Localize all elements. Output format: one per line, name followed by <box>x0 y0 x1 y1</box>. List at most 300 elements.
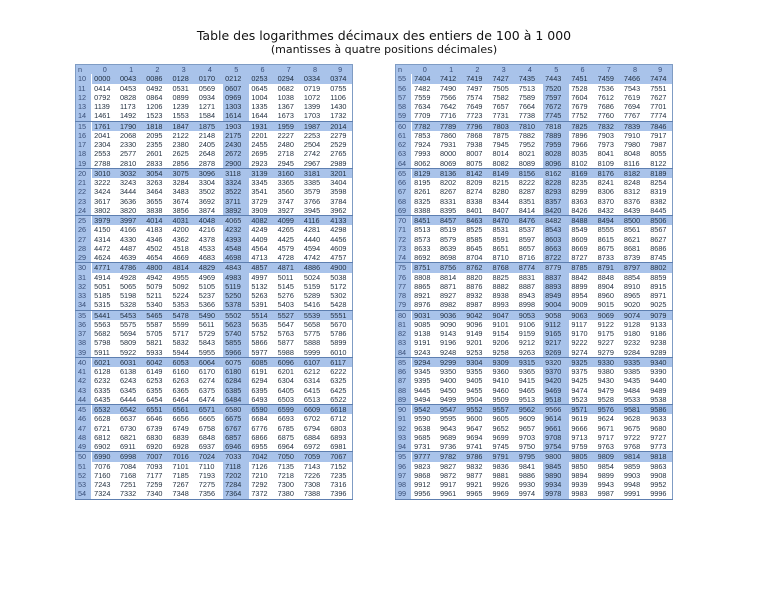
mantissa-cell: 1790 <box>118 121 144 131</box>
mantissa-cell: 7226 <box>303 470 321 480</box>
mantissa-cell: 8122 <box>648 159 672 169</box>
table-row <box>76 462 353 471</box>
table-row <box>396 386 673 395</box>
mantissa-cell: 9248 <box>438 348 464 358</box>
mantissa-cell: 9370 <box>543 367 569 376</box>
header-digit-8: 8 <box>302 65 328 75</box>
row-n-cell: 70 <box>396 216 412 226</box>
mantissa-cell: 4983 <box>223 273 249 282</box>
mantissa-cell: 5065 <box>119 281 137 291</box>
mantissa-cell: 7118 <box>223 462 249 471</box>
mantissa-cell: 7466 <box>622 74 648 83</box>
mantissa-cell: 4378 <box>198 234 216 244</box>
mantissa-cell: 5899 <box>330 338 347 348</box>
row-n-cell: 11 <box>76 84 92 93</box>
table-row <box>396 357 673 367</box>
mantissa-cell: 0128 <box>171 74 197 83</box>
mantissa-cell: 7709 <box>412 111 438 121</box>
mantissa-cell: 7701 <box>650 102 667 112</box>
mantissa-cell: 9159 <box>518 329 536 339</box>
mantissa-cell: 8704 <box>464 253 490 263</box>
table-row <box>76 197 353 206</box>
mantissa-cell: 1644 <box>249 111 275 121</box>
mantissa-cell: 3927 <box>276 206 302 216</box>
row-n-cell: 56 <box>396 84 412 93</box>
mantissa-cell: 5391 <box>249 300 275 310</box>
mantissa-cell: 1614 <box>223 111 249 121</box>
row-n-cell: 13 <box>76 102 92 111</box>
mantissa-cell: 5340 <box>144 300 170 310</box>
mantissa-cell: 2923 <box>249 159 275 169</box>
mantissa-cell: 9581 <box>622 405 648 415</box>
header-digit-7: 7 <box>276 65 302 75</box>
mantissa-cell: 5172 <box>330 281 347 291</box>
mantissa-cell: 5490 <box>197 310 223 320</box>
mantissa-cell: 9063 <box>569 310 595 320</box>
row-n-cell: 47 <box>76 424 92 433</box>
mantissa-cell: 4594 <box>303 243 321 253</box>
row-n-cell: 49 <box>76 442 92 452</box>
mantissa-cell: 7152 <box>330 461 347 471</box>
table-row <box>396 414 673 423</box>
mantissa-cell: 8287 <box>518 187 536 197</box>
mantissa-cell: 8325 <box>414 196 431 206</box>
header-digit-0: 0 <box>412 65 438 75</box>
mantissa-cell: 7396 <box>328 489 352 499</box>
mantissa-cell: 1732 <box>328 111 352 121</box>
mantissa-cell: 4393 <box>223 235 249 244</box>
mantissa-cell: 8651 <box>492 243 509 253</box>
mantissa-cell: 3096 <box>197 168 223 178</box>
mantissa-cell: 6138 <box>119 367 137 377</box>
mantissa-cell: 5366 <box>197 300 223 310</box>
mantissa-cell: 6385 <box>223 386 249 395</box>
mantissa-cell: 7980 <box>623 140 641 150</box>
mantissa-cell: 8531 <box>492 225 509 235</box>
mantissa-cell: 2480 <box>277 140 294 150</box>
mantissa-cell: 8555 <box>597 225 614 235</box>
table-row <box>396 121 673 131</box>
mantissa-cell: 7917 <box>650 130 667 140</box>
mantissa-cell: 5944 <box>171 348 197 358</box>
mantissa-cell: 8007 <box>466 149 483 159</box>
mantissa-cell: 8129 <box>412 168 438 178</box>
mantissa-cell: 7959 <box>543 140 569 149</box>
table-row <box>396 197 673 206</box>
mantissa-cell: 4564 <box>251 243 268 253</box>
mantissa-cell: 8998 <box>517 300 543 310</box>
mantissa-cell: 9638 <box>414 423 431 433</box>
mantissa-cell: 8675 <box>597 243 614 253</box>
header-digit-8: 8 <box>622 65 648 75</box>
row-n-cell: 19 <box>76 159 92 169</box>
mantissa-cell: 7042 <box>249 452 275 462</box>
table-row <box>76 414 353 423</box>
mantissa-cell: 8669 <box>571 243 588 253</box>
row-n-cell: 41 <box>76 367 92 376</box>
mantissa-cell: 4857 <box>249 263 275 273</box>
row-n-cell: 89 <box>396 395 412 405</box>
mantissa-cell: 8621 <box>623 234 641 244</box>
mantissa-cell: 7490 <box>439 83 457 93</box>
mantissa-cell: 9096 <box>466 319 483 329</box>
table-row <box>76 348 353 358</box>
table-row <box>396 367 673 376</box>
table-row <box>76 291 353 300</box>
mantissa-cell: 6464 <box>171 395 197 405</box>
mantissa-cell: 8055 <box>650 149 667 159</box>
mantissa-cell: 4800 <box>144 263 170 273</box>
mantissa-cell: 9562 <box>517 405 543 415</box>
mantissa-cell: 4362 <box>172 234 189 244</box>
mantissa-cell: 6964 <box>276 442 302 452</box>
mantissa-cell: 8603 <box>543 235 569 244</box>
mantissa-cell: 6149 <box>146 367 163 377</box>
mantissa-cell: 8573 <box>414 234 431 244</box>
table-row <box>396 405 673 415</box>
mantissa-cell: 8338 <box>466 196 483 206</box>
mantissa-cell: 9605 <box>492 414 509 424</box>
mantissa-cell: 6365 <box>172 385 189 395</box>
mantissa-cell: 9365 <box>518 367 536 377</box>
mantissa-cell: 2945 <box>276 159 302 169</box>
mantissa-cell: 9201 <box>466 338 483 348</box>
mantissa-cell: 8407 <box>491 206 517 216</box>
table-row <box>76 187 353 196</box>
mantissa-cell: 2648 <box>198 149 216 159</box>
mantissa-cell: 4997 <box>251 272 268 282</box>
mantissa-cell: 6042 <box>144 357 170 367</box>
mantissa-cell: 9903 <box>623 470 641 480</box>
mantissa-cell: 9047 <box>491 310 517 320</box>
mantissa-cell: 9943 <box>597 480 614 490</box>
mantissa-cell: 6776 <box>251 423 268 433</box>
mantissa-cell: 6484 <box>223 395 249 405</box>
mantissa-cell: 9206 <box>492 338 509 348</box>
mantissa-cell: 9609 <box>518 414 536 424</box>
row-n-cell: 98 <box>396 480 412 489</box>
mantissa-cell: 5786 <box>330 329 347 339</box>
mantissa-cell: 9031 <box>412 310 438 320</box>
mantissa-cell: 7218 <box>277 470 294 480</box>
mantissa-cell: 8463 <box>464 216 490 226</box>
mantissa-cell: 8722 <box>543 253 569 263</box>
mantissa-cell: 0492 <box>146 83 163 93</box>
table-row <box>396 291 673 300</box>
mantissa-cell: 9191 <box>414 338 431 348</box>
mantissa-cell: 6325 <box>330 376 347 386</box>
mantissa-cell: 5378 <box>223 300 249 310</box>
mantissa-cell: 9425 <box>571 376 588 386</box>
table-header-row <box>396 65 673 75</box>
mantissa-cell: 7839 <box>622 121 648 131</box>
table-row <box>396 329 673 338</box>
mantissa-cell: 7774 <box>648 111 672 121</box>
mantissa-cell: 2227 <box>277 130 294 140</box>
mantissa-cell: 3692 <box>198 196 216 206</box>
mantissa-cell: 7059 <box>302 452 328 462</box>
mantissa-cell: 4713 <box>249 253 275 263</box>
mantissa-cell: 5999 <box>302 348 328 358</box>
mantissa-cell: 8235 <box>571 178 588 188</box>
mantissa-cell: 9469 <box>543 386 569 395</box>
mantissa-cell: 7987 <box>650 140 667 150</box>
mantissa-cell: 6721 <box>94 423 111 433</box>
mantissa-cell: 3541 <box>251 187 268 197</box>
row-n-cell: 44 <box>76 395 92 405</box>
mantissa-cell: 5185 <box>94 291 111 301</box>
row-n-cell: 64 <box>396 159 412 169</box>
mantissa-cell: 8965 <box>623 291 641 301</box>
mantissa-cell: 6096 <box>276 357 302 367</box>
mantissa-cell: 7723 <box>464 111 490 121</box>
mantissa-cell: 9595 <box>439 414 457 424</box>
mantissa-cell: 8871 <box>439 281 457 291</box>
mantissa-cell: 2577 <box>119 149 137 159</box>
mantissa-cell: 3945 <box>302 206 328 216</box>
mantissa-cell: 5843 <box>198 338 216 348</box>
mantissa-cell: 9112 <box>543 320 569 329</box>
table-row <box>396 216 673 226</box>
table-row <box>76 159 353 169</box>
mantissa-cell: 8791 <box>596 263 622 273</box>
mantissa-cell: 7528 <box>571 83 588 93</box>
mantissa-cell: 8921 <box>414 291 431 301</box>
mantissa-cell: 6665 <box>198 414 216 424</box>
mantissa-cell: 4456 <box>330 234 347 244</box>
mantissa-cell: 5132 <box>251 281 268 291</box>
mantissa-cell: 7348 <box>171 489 197 499</box>
mantissa-cell: 9538 <box>648 395 672 405</box>
mantissa-cell: 3201 <box>328 168 352 178</box>
row-n-cell: 84 <box>396 348 412 358</box>
mantissa-cell: 3139 <box>249 168 275 178</box>
mantissa-cell: 9513 <box>517 395 543 405</box>
mantissa-cell: 3838 <box>144 206 170 216</box>
mantissa-cell: 9926 <box>492 480 509 490</box>
mantissa-cell: 8401 <box>464 206 490 216</box>
mantissa-cell: 7292 <box>251 480 268 490</box>
mantissa-cell: 6375 <box>198 385 216 395</box>
mantissa-cell: 9489 <box>650 385 667 395</box>
mantissa-cell: 8519 <box>439 225 457 235</box>
mantissa-cell: 8762 <box>464 263 490 273</box>
mantissa-cell: 9542 <box>412 405 438 415</box>
row-n-cell: 30 <box>76 263 92 273</box>
mantissa-cell: 9590 <box>414 414 431 424</box>
mantissa-cell: 9165 <box>543 329 569 338</box>
table-row <box>76 93 353 102</box>
table-row <box>76 357 353 367</box>
mantissa-cell: 5551 <box>328 310 352 320</box>
table-row <box>396 149 673 158</box>
mantissa-cell: 9494 <box>412 395 438 405</box>
mantissa-cell: 0934 <box>198 92 216 102</box>
mantissa-cell: 7210 <box>251 470 268 480</box>
mantissa-cell: 7551 <box>650 83 667 93</box>
header-digit-2: 2 <box>464 65 490 75</box>
mantissa-cell: 5798 <box>94 338 111 348</box>
mantissa-cell: 9741 <box>464 442 490 452</box>
mantissa-cell: 5051 <box>94 281 111 291</box>
table-row <box>396 93 673 102</box>
mantissa-cell: 6749 <box>172 423 189 433</box>
mantissa-cell: 9859 <box>623 461 641 471</box>
mantissa-cell: 3874 <box>197 206 223 216</box>
row-n-cell: 48 <box>76 433 92 442</box>
mantissa-cell: 8904 <box>597 281 614 291</box>
mantissa-cell: 3365 <box>277 178 294 188</box>
mantissa-cell: 9258 <box>491 348 517 358</box>
mantissa-cell: 9143 <box>439 329 457 339</box>
table-row <box>76 405 353 415</box>
mantissa-cell: 1931 <box>249 121 275 131</box>
mantissa-cell: 5611 <box>198 319 215 329</box>
table-row <box>76 216 353 226</box>
table-row <box>76 225 353 234</box>
mantissa-cell: 6474 <box>197 395 223 405</box>
mantissa-cell: 3560 <box>277 187 294 197</box>
mantissa-cell: 7589 <box>518 92 536 102</box>
row-n-cell: 92 <box>396 424 412 433</box>
mantissa-cell: 9435 <box>623 376 641 386</box>
mantissa-cell: 9731 <box>412 442 438 452</box>
table-row <box>76 338 353 347</box>
mantissa-cell: 5955 <box>197 348 223 358</box>
row-n-cell: 67 <box>396 187 412 196</box>
mantissa-cell: 6884 <box>303 432 321 442</box>
mantissa-cell: 8228 <box>543 178 569 187</box>
mantissa-cell: 8976 <box>412 300 438 310</box>
mantissa-cell: 6785 <box>277 423 294 433</box>
mantissa-cell: 9836 <box>492 461 509 471</box>
mantissa-cell: 3617 <box>94 196 111 206</box>
row-n-cell: 37 <box>76 329 92 338</box>
mantissa-cell: 8319 <box>650 187 667 197</box>
mantissa-cell: 9450 <box>439 385 457 395</box>
mantissa-cell: 4886 <box>302 263 328 273</box>
table-row <box>396 206 673 216</box>
row-n-cell: 40 <box>76 357 92 367</box>
row-n-cell: 51 <box>76 462 92 471</box>
mantissa-cell: 8567 <box>650 225 667 235</box>
mantissa-cell: 4669 <box>171 253 197 263</box>
header-digit-2: 2 <box>144 65 170 75</box>
row-n-cell: 88 <box>396 386 412 395</box>
mantissa-cell: 1038 <box>277 92 294 102</box>
table-row <box>76 131 353 140</box>
mantissa-cell: 9263 <box>517 348 543 358</box>
mantissa-cell: 3636 <box>119 196 137 206</box>
row-n-cell: 55 <box>396 74 412 83</box>
mantissa-cell: 8876 <box>466 281 483 291</box>
mantissa-cell: 8176 <box>596 168 622 178</box>
mantissa-cell: 2122 <box>172 130 189 140</box>
mantissa-cell: 5821 <box>146 338 163 348</box>
mantissa-cell: 4533 <box>198 243 216 253</box>
mantissa-cell: 9717 <box>597 432 614 442</box>
mantissa-cell: 5038 <box>330 272 347 282</box>
mantissa-cell: 9619 <box>571 414 588 424</box>
mantissa-cell: 7101 <box>172 461 189 471</box>
table-row <box>396 310 673 320</box>
mantissa-cell: 9736 <box>438 442 464 452</box>
mantissa-cell: 8370 <box>597 196 614 206</box>
mantissa-cell: 6222 <box>330 367 347 377</box>
mantissa-cell: 8209 <box>466 178 483 188</box>
mantissa-cell: 1492 <box>118 111 144 121</box>
mantissa-cell: 7896 <box>571 130 588 140</box>
mantissa-cell: 6893 <box>330 432 347 442</box>
page-title-block <box>0 28 768 57</box>
mantissa-cell: 7324 <box>92 489 118 499</box>
mantissa-cell: 9576 <box>596 405 622 415</box>
row-n-cell: 75 <box>396 263 412 273</box>
header-digit-5: 5 <box>543 65 569 75</box>
mantissa-cell: 9212 <box>518 338 536 348</box>
mantissa-cell: 8971 <box>650 291 667 301</box>
mantissa-cell: 9279 <box>596 348 622 358</box>
mantissa-cell: 6758 <box>198 423 216 433</box>
mantissa-cell: 9090 <box>439 319 457 329</box>
row-n-cell: 79 <box>396 300 412 310</box>
mantissa-cell: 4298 <box>330 225 347 235</box>
mantissa-cell: 6637 <box>119 414 137 424</box>
mantissa-cell: 7284 <box>223 480 249 489</box>
table-row <box>76 310 353 320</box>
header-n: n <box>396 65 412 75</box>
row-n-cell: 60 <box>396 121 412 131</box>
mantissa-cell: 6522 <box>328 395 352 405</box>
mantissa-cell: 9138 <box>414 329 431 339</box>
mantissa-cell: 9750 <box>517 442 543 452</box>
page-subtitle: (mantisses à quatre positions décimales) <box>270 43 498 56</box>
table-row <box>396 480 673 489</box>
mantissa-cell: 9330 <box>596 357 622 367</box>
row-n-cell: 65 <box>396 168 412 178</box>
mantissa-cell: 8716 <box>517 253 543 263</box>
mantissa-cell: 9948 <box>623 480 641 490</box>
mantissa-cell: 4624 <box>92 253 118 263</box>
mantissa-cell: 9420 <box>543 376 569 385</box>
row-n-cell: 20 <box>76 168 92 178</box>
mantissa-cell: 9974 <box>517 489 543 499</box>
mantissa-cell: 0253 <box>249 74 275 83</box>
mantissa-cell: 8814 <box>439 272 457 282</box>
table-row <box>76 102 353 111</box>
mantissa-cell: 9754 <box>543 442 569 452</box>
mantissa-cell: 7679 <box>571 102 588 112</box>
mantissa-cell: 9020 <box>622 300 648 310</box>
mantissa-cell: 9009 <box>569 300 595 310</box>
mantissa-cell: 4548 <box>223 244 249 253</box>
mantissa-cell: 8215 <box>492 178 509 188</box>
mantissa-cell: 9899 <box>597 470 614 480</box>
mantissa-cell: 9380 <box>597 367 614 377</box>
mantissa-cell: 6010 <box>328 348 352 358</box>
mantissa-cell: 9170 <box>571 329 588 339</box>
mantissa-cell: 7126 <box>251 461 268 471</box>
mantissa-cell: 9773 <box>648 442 672 452</box>
mantissa-cell: 9101 <box>492 319 509 329</box>
mantissa-cell: 7380 <box>276 489 302 499</box>
mantissa-cell: 8820 <box>466 272 483 282</box>
mantissa-cell: 7672 <box>543 102 569 111</box>
mantissa-cell: 5877 <box>277 338 294 348</box>
mantissa-cell: 9600 <box>466 414 483 424</box>
mantissa-cell: 9722 <box>623 432 641 442</box>
mantissa-cell: 9991 <box>622 489 648 499</box>
